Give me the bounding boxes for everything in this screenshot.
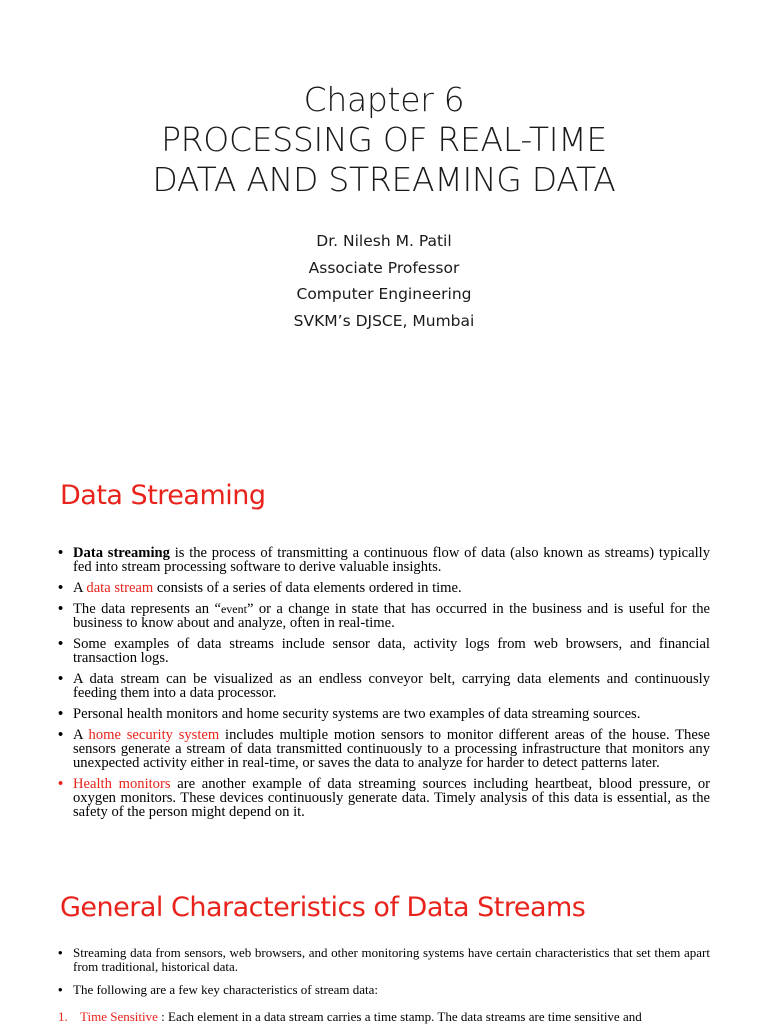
bullet-icon: • xyxy=(58,601,64,617)
item-text: Some examples of data streams include sensor data, activity logs from web browsers, and financial transaction logs. xyxy=(73,636,710,666)
item-text: Personal health monitors and home security systems are two examples of data streaming sources. xyxy=(73,706,641,722)
slide-heading: General Characteristics of Data Streams xyxy=(60,892,586,923)
bullet-icon: • xyxy=(58,671,64,687)
list-item xyxy=(58,707,710,721)
list-item xyxy=(58,546,710,574)
data-streaming-slide xyxy=(0,432,768,864)
list-item xyxy=(58,728,710,770)
chapter-title-line: PROCESSING OF REAL-TIME xyxy=(161,120,607,159)
list-item xyxy=(58,581,710,595)
item-text: The following are a few key characteristics of stream data: xyxy=(73,982,378,997)
bullet-list xyxy=(58,946,710,1007)
list-item xyxy=(58,637,710,665)
numbered-list xyxy=(58,1010,710,1024)
highlight-term: Health monitors xyxy=(73,776,171,792)
author-institute: SVKM’s DJSCE, Mumbai xyxy=(293,311,475,330)
bullet-icon: • xyxy=(58,727,64,743)
item-text: : Each element in a data stream carries a time stamp. The data streams are time sensitive and xyxy=(157,1009,642,1024)
chapter-title-line: DATA AND STREAMING DATA xyxy=(152,160,616,199)
item-number: 1. xyxy=(58,1009,68,1024)
author-department: Computer Engineering xyxy=(296,285,472,303)
list-item xyxy=(58,983,710,997)
bullet-icon: • xyxy=(58,776,64,792)
bullet-icon: • xyxy=(58,945,63,960)
bullet-icon: • xyxy=(58,706,64,722)
bullet-icon: • xyxy=(58,636,64,652)
bullet-icon: • xyxy=(58,982,63,997)
item-text: A data stream can be visualized as an endless conveyor belt, carrying data elements and continuously feeding them into a data processor. xyxy=(73,671,710,701)
author-info xyxy=(0,228,768,334)
item-text: consists of a series of data elements ordered in time. xyxy=(153,580,462,596)
item-text: A xyxy=(73,580,87,596)
list-item xyxy=(58,777,710,819)
characteristics-slide xyxy=(0,864,768,1024)
author-designation: Associate Professor xyxy=(308,258,460,277)
item-text: A xyxy=(73,727,89,743)
item-text: are another example of data streaming sources including heartbeat, blood pressure, or oxygen monitors. These devices continuously generate data. Timely analysis of this data is essential, as the safety of the person might depend on it. xyxy=(73,776,710,820)
item-text: The data represents an “ xyxy=(73,601,221,617)
chapter-title-line: Chapter 6 xyxy=(303,80,465,119)
list-item xyxy=(58,946,710,973)
title-slide xyxy=(0,0,768,432)
bullet-list xyxy=(58,546,710,826)
bullet-icon: • xyxy=(58,545,64,561)
highlight-term: home security system xyxy=(88,727,220,743)
item-text: Streaming data from sensors, web browsers, and other monitoring systems have certain characteristics that set them apart from traditional, historical data. xyxy=(73,945,710,974)
item-text: includes multiple motion sensors to monitor different areas of the house. These sensors generate a stream of data transmitted continuously to a processing infrastructure that monitors any unexpected activity either in real-time, or saves the data to analyze for harder to detect patterns later. xyxy=(73,727,710,771)
term-text: Data streaming xyxy=(73,545,170,561)
list-item xyxy=(58,602,710,630)
highlight-term: data stream xyxy=(86,580,154,596)
chapter-title xyxy=(0,80,768,200)
item-text: ” or a change in state that has occurred in the business and is useful for the business to know about and analyze, often in real-time. xyxy=(73,601,710,631)
author-name: Dr. Nilesh M. Patil xyxy=(316,232,452,250)
quoted-term: event xyxy=(220,602,247,616)
numbered-item xyxy=(58,1010,710,1024)
highlight-term: Time Sensitive xyxy=(80,1009,158,1024)
bullet-icon: • xyxy=(58,580,64,596)
list-item xyxy=(58,672,710,700)
item-text: is the process of transmitting a continuous flow of data (also known as streams) typically fed into stream processing software to derive valuable insights. xyxy=(73,545,710,575)
slide-heading: Data Streaming xyxy=(60,480,266,511)
